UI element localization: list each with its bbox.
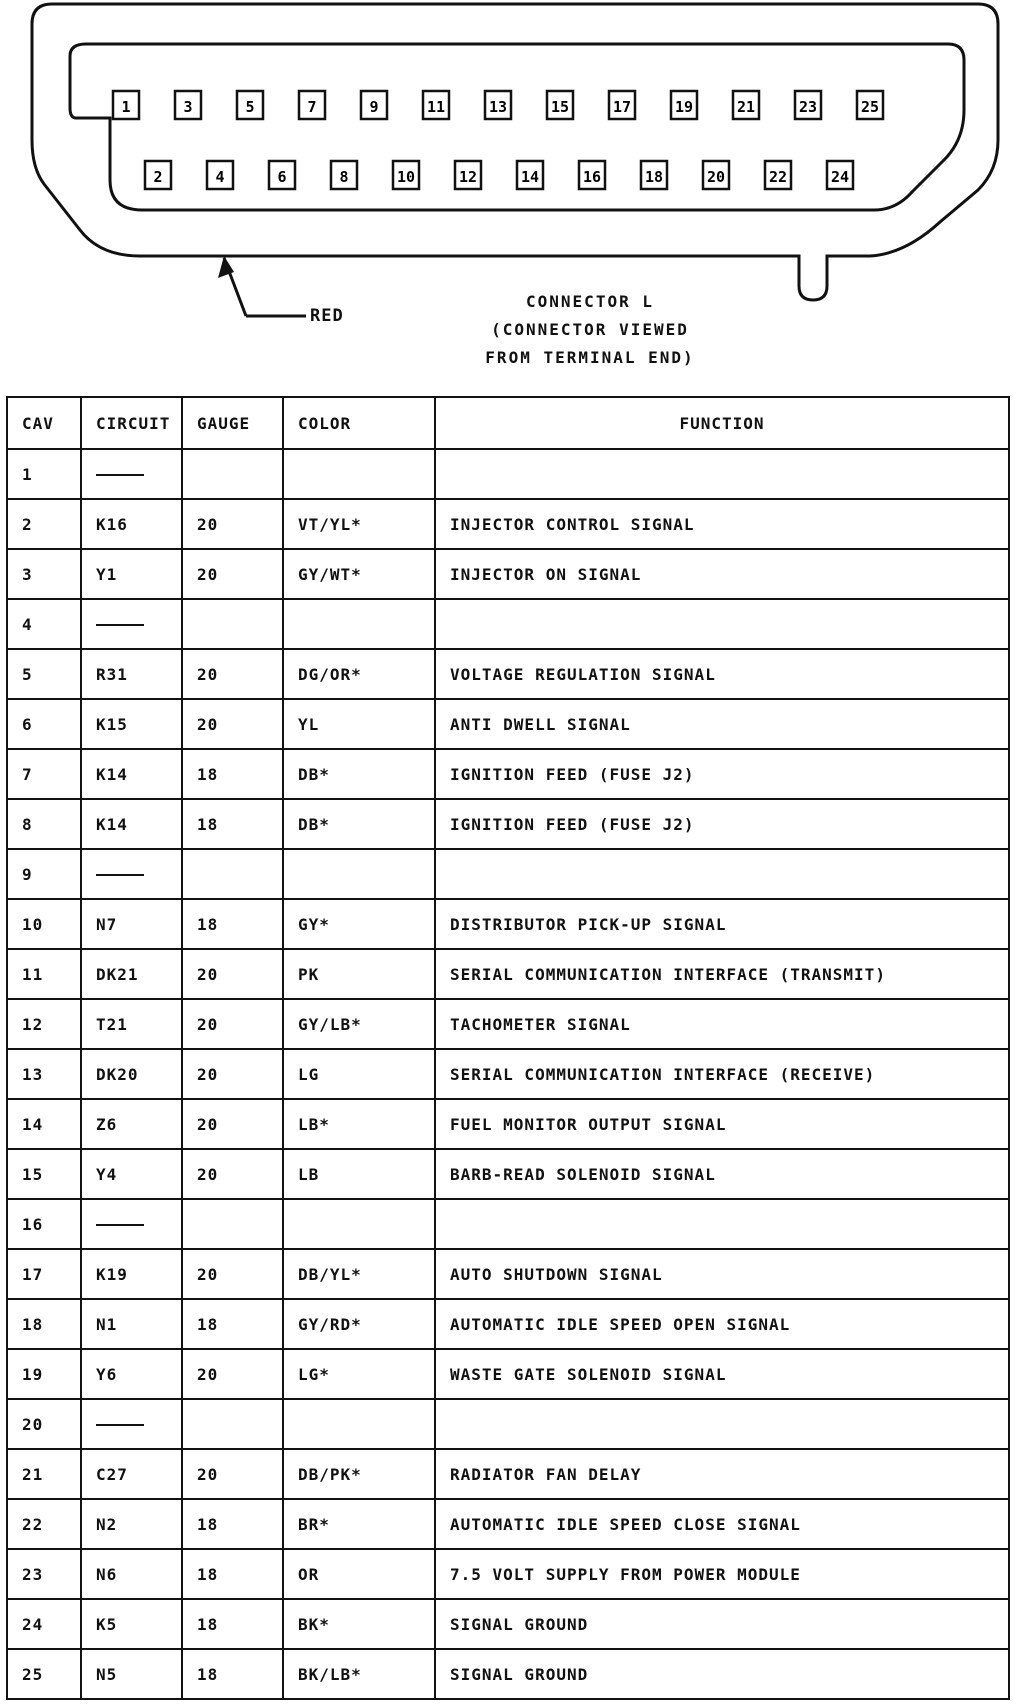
pin-label-5: 5 — [245, 98, 255, 116]
header-cav: CAV — [7, 397, 81, 449]
gauge-cell: 18 — [182, 1649, 283, 1699]
table-row — [7, 899, 1009, 949]
cav-cell: 16 — [7, 1199, 81, 1249]
function-cell: ANTI DWELL SIGNAL — [435, 699, 1009, 749]
color-cell: LB* — [283, 1099, 435, 1149]
color-cell: GY/RD* — [283, 1299, 435, 1349]
pin-label-22: 22 — [768, 168, 788, 186]
gauge-cell: 18 — [182, 1499, 283, 1549]
circuit-cell: N6 — [81, 1549, 182, 1599]
color-cell: DB/PK* — [283, 1449, 435, 1499]
cav-cell: 21 — [7, 1449, 81, 1499]
table-row — [7, 999, 1009, 1049]
color-cell: LG — [283, 1049, 435, 1099]
pin-label-9: 9 — [369, 98, 379, 116]
table-row — [7, 1299, 1009, 1349]
table-row — [7, 799, 1009, 849]
function-cell: AUTOMATIC IDLE SPEED CLOSE SIGNAL — [435, 1499, 1009, 1549]
pin-label-7: 7 — [307, 98, 317, 116]
function-cell: AUTO SHUTDOWN SIGNAL — [435, 1249, 1009, 1299]
circuit-cell: K5 — [81, 1599, 182, 1649]
gauge-cell: 18 — [182, 899, 283, 949]
table-row — [7, 1349, 1009, 1399]
function-cell: INJECTOR CONTROL SIGNAL — [435, 499, 1009, 549]
cav-cell: 15 — [7, 1149, 81, 1199]
pin-label-12: 12 — [458, 168, 478, 186]
function-cell: TACHOMETER SIGNAL — [435, 999, 1009, 1049]
color-cell: YL — [283, 699, 435, 749]
pin-label-24: 24 — [830, 168, 850, 186]
circuit-cell: C27 — [81, 1449, 182, 1499]
gauge-cell: 20 — [182, 1149, 283, 1199]
circuit-cell: N2 — [81, 1499, 182, 1549]
header-function: FUNCTION — [435, 397, 1009, 449]
pin-label-4: 4 — [215, 168, 225, 186]
gauge-cell — [182, 449, 283, 499]
circuit-cell: R31 — [81, 649, 182, 699]
gauge-cell — [182, 599, 283, 649]
unused-cavity-dash — [96, 474, 144, 476]
unused-cavity-dash — [96, 874, 144, 876]
table-row — [7, 849, 1009, 899]
table-row — [7, 749, 1009, 799]
cav-cell: 10 — [7, 899, 81, 949]
table-header-row — [7, 397, 1009, 449]
pin-label-15: 15 — [550, 98, 570, 116]
circuit-cell: Z6 — [81, 1099, 182, 1149]
cav-cell: 12 — [7, 999, 81, 1049]
table-row — [7, 1599, 1009, 1649]
gauge-cell: 18 — [182, 749, 283, 799]
function-cell: BARB-READ SOLENOID SIGNAL — [435, 1149, 1009, 1199]
gauge-cell — [182, 1399, 283, 1449]
pin-label-6: 6 — [277, 168, 287, 186]
color-cell: OR — [283, 1549, 435, 1599]
header-gauge: GAUGE — [182, 397, 283, 449]
cav-cell: 7 — [7, 749, 81, 799]
bottom-row-pins — [145, 161, 853, 189]
gauge-cell: 20 — [182, 949, 283, 999]
pin-label-8: 8 — [339, 168, 349, 186]
pinout-table — [6, 396, 1010, 1700]
color-cell: DB* — [283, 799, 435, 849]
circuit-cell: K19 — [81, 1249, 182, 1299]
gauge-cell: 20 — [182, 649, 283, 699]
table-row — [7, 1199, 1009, 1249]
gauge-cell: 18 — [182, 1299, 283, 1349]
gauge-cell: 20 — [182, 1449, 283, 1499]
pin-label-23: 23 — [798, 98, 818, 116]
function-cell: FUEL MONITOR OUTPUT SIGNAL — [435, 1099, 1009, 1149]
pinout-table-body — [7, 449, 1009, 1699]
gauge-cell: 20 — [182, 499, 283, 549]
cav-cell: 3 — [7, 549, 81, 599]
circuit-cell: K15 — [81, 699, 182, 749]
function-cell: WASTE GATE SOLENOID SIGNAL — [435, 1349, 1009, 1399]
cav-cell: 1 — [7, 449, 81, 499]
table-row — [7, 949, 1009, 999]
connector-outer-housing — [32, 4, 998, 300]
table-row — [7, 1049, 1009, 1099]
circuit-cell: Y4 — [81, 1149, 182, 1199]
color-cell: BK* — [283, 1599, 435, 1649]
color-cell — [283, 449, 435, 499]
function-cell — [435, 599, 1009, 649]
pin-label-19: 19 — [674, 98, 694, 116]
table-row — [7, 699, 1009, 749]
color-cell: GY/WT* — [283, 549, 435, 599]
color-cell — [283, 1199, 435, 1249]
cav-cell: 13 — [7, 1049, 81, 1099]
cav-cell: 24 — [7, 1599, 81, 1649]
color-cell: BR* — [283, 1499, 435, 1549]
function-cell: SERIAL COMMUNICATION INTERFACE (RECEIVE) — [435, 1049, 1009, 1099]
circuit-cell: K14 — [81, 799, 182, 849]
pin-label-11: 11 — [426, 98, 446, 116]
function-cell: SIGNAL GROUND — [435, 1649, 1009, 1699]
circuit-cell: DK20 — [81, 1049, 182, 1099]
pin-label-3: 3 — [183, 98, 193, 116]
table-row — [7, 1249, 1009, 1299]
gauge-cell: 18 — [182, 1599, 283, 1649]
color-cell — [283, 1399, 435, 1449]
color-cell: DB* — [283, 749, 435, 799]
gauge-cell: 20 — [182, 1349, 283, 1399]
circuit-cell — [81, 449, 182, 499]
color-cell: LB — [283, 1149, 435, 1199]
function-cell — [435, 1199, 1009, 1249]
gauge-cell: 20 — [182, 699, 283, 749]
circuit-cell: T21 — [81, 999, 182, 1049]
function-cell: VOLTAGE REGULATION SIGNAL — [435, 649, 1009, 699]
circuit-cell: Y1 — [81, 549, 182, 599]
cav-cell: 6 — [7, 699, 81, 749]
circuit-cell — [81, 1399, 182, 1449]
function-cell: SERIAL COMMUNICATION INTERFACE (TRANSMIT) — [435, 949, 1009, 999]
circuit-cell — [81, 599, 182, 649]
table-row — [7, 549, 1009, 599]
header-circuit: CIRCUIT — [81, 397, 182, 449]
function-cell: 7.5 VOLT SUPPLY FROM POWER MODULE — [435, 1549, 1009, 1599]
gauge-cell: 20 — [182, 1099, 283, 1149]
color-cell: BK/LB* — [283, 1649, 435, 1699]
gauge-cell — [182, 1199, 283, 1249]
function-cell: INJECTOR ON SIGNAL — [435, 549, 1009, 599]
caption-line-1: CONNECTOR L — [526, 292, 654, 311]
table-row — [7, 1399, 1009, 1449]
function-cell: RADIATOR FAN DELAY — [435, 1449, 1009, 1499]
color-cell: GY* — [283, 899, 435, 949]
color-cell — [283, 849, 435, 899]
unused-cavity-dash — [96, 624, 144, 626]
color-cell — [283, 599, 435, 649]
circuit-cell: N1 — [81, 1299, 182, 1349]
function-cell: DISTRIBUTOR PICK-UP SIGNAL — [435, 899, 1009, 949]
function-cell: AUTOMATIC IDLE SPEED OPEN SIGNAL — [435, 1299, 1009, 1349]
color-cell: DB/YL* — [283, 1249, 435, 1299]
pin-label-17: 17 — [612, 98, 632, 116]
cav-cell: 14 — [7, 1099, 81, 1149]
function-cell: IGNITION FEED (FUSE J2) — [435, 749, 1009, 799]
circuit-cell: N7 — [81, 899, 182, 949]
unused-cavity-dash — [96, 1424, 144, 1426]
color-cell: DG/OR* — [283, 649, 435, 699]
gauge-cell: 20 — [182, 1049, 283, 1099]
pin-label-18: 18 — [644, 168, 664, 186]
function-cell — [435, 1399, 1009, 1449]
circuit-cell: N5 — [81, 1649, 182, 1699]
color-cell: VT/YL* — [283, 499, 435, 549]
pin-label-13: 13 — [488, 98, 508, 116]
gauge-cell: 20 — [182, 999, 283, 1049]
function-cell: SIGNAL GROUND — [435, 1599, 1009, 1649]
function-cell: IGNITION FEED (FUSE J2) — [435, 799, 1009, 849]
cav-cell: 17 — [7, 1249, 81, 1299]
table-row — [7, 449, 1009, 499]
table-row — [7, 1449, 1009, 1499]
gauge-cell: 20 — [182, 1249, 283, 1299]
cav-cell: 20 — [7, 1399, 81, 1449]
cav-cell: 9 — [7, 849, 81, 899]
function-cell — [435, 449, 1009, 499]
cav-cell: 22 — [7, 1499, 81, 1549]
circuit-cell: K16 — [81, 499, 182, 549]
color-cell: LG* — [283, 1349, 435, 1399]
color-cell: GY/LB* — [283, 999, 435, 1049]
pin-label-2: 2 — [153, 168, 163, 186]
pin-label-1: 1 — [121, 98, 131, 116]
cav-cell: 25 — [7, 1649, 81, 1699]
function-cell — [435, 849, 1009, 899]
table-row — [7, 1499, 1009, 1549]
cav-cell: 11 — [7, 949, 81, 999]
table-row — [7, 499, 1009, 549]
color-cell: PK — [283, 949, 435, 999]
circuit-cell: Y6 — [81, 1349, 182, 1399]
pin-label-20: 20 — [706, 168, 726, 186]
pin-label-25: 25 — [860, 98, 880, 116]
red-callout-label: RED — [310, 306, 344, 326]
cav-cell: 2 — [7, 499, 81, 549]
table-row — [7, 599, 1009, 649]
gauge-cell: 20 — [182, 549, 283, 599]
table-row — [7, 649, 1009, 699]
pin-label-16: 16 — [582, 168, 602, 186]
cav-cell: 8 — [7, 799, 81, 849]
gauge-cell: 18 — [182, 1549, 283, 1599]
caption-line-3: FROM TERMINAL END) — [485, 348, 695, 367]
cav-cell: 19 — [7, 1349, 81, 1399]
connector-caption — [440, 288, 740, 372]
pin-label-21: 21 — [736, 98, 756, 116]
gauge-cell: 18 — [182, 799, 283, 849]
cav-cell: 23 — [7, 1549, 81, 1599]
pin-label-14: 14 — [520, 168, 540, 186]
top-row-pins — [113, 91, 883, 119]
table-row — [7, 1549, 1009, 1599]
pin-label-10: 10 — [396, 168, 416, 186]
circuit-cell: K14 — [81, 749, 182, 799]
circuit-cell — [81, 1199, 182, 1249]
unused-cavity-dash — [96, 1224, 144, 1226]
caption-line-2: (CONNECTOR VIEWED — [491, 320, 689, 339]
circuit-cell: DK21 — [81, 949, 182, 999]
circuit-cell — [81, 849, 182, 899]
cav-cell: 18 — [7, 1299, 81, 1349]
header-color: COLOR — [283, 397, 435, 449]
table-row — [7, 1149, 1009, 1199]
cav-cell: 5 — [7, 649, 81, 699]
cav-cell: 4 — [7, 599, 81, 649]
table-row — [7, 1099, 1009, 1149]
gauge-cell — [182, 849, 283, 899]
table-row — [7, 1649, 1009, 1699]
